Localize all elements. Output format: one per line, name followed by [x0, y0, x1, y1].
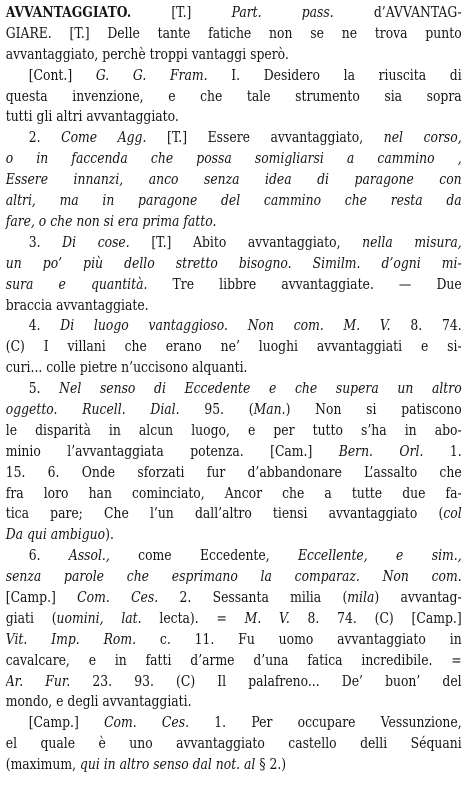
text-run: giati ( [5, 608, 57, 627]
headword: AVVANTAGGIATO. [5, 3, 132, 21]
italic-text: Da qui ambiguo [5, 525, 106, 544]
text-run: cavalcare, e in fatti d’arme d’una fatica incredibile. = [5, 650, 462, 669]
text-run: braccia avvantaggiate. [5, 295, 149, 314]
text-run: 2. Sessanta milia ( [158, 588, 348, 607]
entry-text-line [6, 274, 462, 295]
entry-text-line [6, 691, 462, 712]
italic-text: senza parole che esprimano la comparaz. Non com. [5, 567, 462, 586]
text-run: 2. [28, 128, 62, 147]
entry-text-line [6, 23, 462, 44]
text-run: (C) I villani che erano ne’ luoghi avvantaggiati e si- [5, 337, 462, 356]
text-run: ) Non si patiscono [285, 400, 462, 418]
entry-text-line [6, 315, 462, 336]
italic-text: G. G. Fram. [95, 65, 208, 84]
entry-text-line [6, 524, 462, 545]
italic-text: Nel senso di Eccedente e che supera un altro [59, 379, 462, 398]
entry-text-line [6, 44, 462, 65]
text-run: avvantaggiato, perchè troppi vantaggi sperò. [5, 44, 289, 63]
entry-text-line [6, 336, 462, 357]
text-run: questa invenzione, e che tale strumento sia sopra [5, 86, 462, 105]
entry-text-line [6, 650, 462, 671]
entry-text-line [6, 483, 462, 504]
text-run: 8. 74. [390, 316, 462, 335]
text-run: 15. 6. Onde sforzati fur d’abbandonare L’assalto che [5, 462, 462, 481]
italic-text: Di cose. [62, 232, 130, 251]
entry-text-line [6, 608, 462, 629]
text-run: 6. [28, 546, 69, 565]
text-run: el quale è uno avvantaggiato castello delli Séquani [5, 734, 462, 753]
entry-text-line [6, 399, 462, 420]
text-run: fra loro han cominciato, Ancor che a tutte due fa- [5, 483, 462, 502]
italic-text: mila [347, 588, 375, 607]
text-run: c. 11. Fu uomo avvantaggiato in [136, 629, 462, 648]
italic-text: Vit. Imp. Rom. [5, 629, 137, 648]
italic-text: col [443, 504, 462, 523]
italic-text: Com. Ces. [77, 588, 159, 607]
entry-text-line [6, 253, 462, 274]
text-run: le disparità in alcun luogo, e per tutto s’ha in abo- [5, 420, 462, 439]
italic-text: Com. Ces. [104, 713, 190, 732]
entry-text-line [6, 441, 462, 462]
entry-text-line [6, 545, 462, 566]
entry-text-line [6, 671, 462, 692]
italic-text: sura e quantità. [5, 274, 148, 293]
italic-text: Bern. Orl. [338, 441, 424, 460]
text-run: GIARE. [T.] Delle tante fatiche non se ne trova punto [5, 23, 462, 42]
entry-text-line [6, 169, 462, 190]
italic-text: o in faccenda che possa somigliarsi a cammino , [5, 149, 462, 168]
italic-text: Eccellente, e sim., [298, 546, 462, 565]
entry-text-line [6, 503, 462, 524]
text-run: [T.] Essere avvantaggiato, [146, 128, 384, 147]
text-run: curi... colle pietre n’uccisono alquanti. [5, 358, 248, 377]
entry-text-line [6, 148, 462, 169]
entry-text-line [6, 712, 462, 733]
text-run: 3. [28, 232, 63, 251]
italic-text: Essere innanzi, anco senza idea di paragone con [5, 170, 462, 189]
text-run: tica pare; Che l’un dall’altro tiensi avvantaggiato ( [5, 504, 444, 523]
entry-text-line [6, 378, 462, 399]
text-run: 8. 74. (C) [Camp.] [289, 608, 462, 627]
entry-text-line [6, 232, 462, 253]
italic-text: Come Agg. [61, 128, 147, 147]
italic-text: nel corso, [383, 128, 462, 147]
text-run: come Eccedente, [109, 546, 299, 565]
text-run: lecta). = [141, 608, 245, 627]
entry-text-line [6, 106, 462, 127]
entry-text-line [6, 420, 462, 441]
entry-text-line [6, 566, 462, 587]
entry-text-line [6, 733, 462, 754]
text-run: 5. [28, 379, 60, 398]
italic-text: oggetto. Rucell. Dial. [5, 400, 180, 418]
entry-text-line [6, 462, 462, 483]
text-run: [Camp.] [28, 713, 105, 732]
entry-text-line [6, 65, 462, 86]
text-run: 95. ( [179, 400, 254, 418]
entry-heading-line [6, 2, 462, 23]
italic-text: Man. [253, 400, 286, 418]
italic-text: un po’ più dello stretto bisogno. Similm. d’ogni mi- [5, 253, 462, 272]
text-run: d’AVVANTAG- [333, 3, 462, 21]
text-run: Tre libbre avvantaggiate. — Due [147, 274, 462, 293]
text-run: ) avvantag- [374, 588, 462, 607]
text-run: [Camp.] [5, 588, 78, 607]
entry-text-line [6, 357, 462, 378]
italic-text: qui in altro senso dal not. al [79, 755, 256, 774]
text-run: [T.] [131, 3, 232, 21]
italic-text: fare, o che non si era prima fatto. [5, 211, 217, 230]
entry-text-line [6, 587, 462, 608]
italic-text: uomini, lat. [56, 608, 142, 627]
text-run: 1. [423, 441, 462, 460]
italic-text: nella misura, [362, 232, 462, 251]
dictionary-entry [6, 2, 462, 775]
text-run: [T.] Abito avvantaggiato, [129, 232, 363, 251]
italic-text: Assol., [68, 546, 110, 565]
italic-text: Part. pass. [231, 3, 334, 21]
italic-text: Di luogo vantaggioso. Non com. M. V. [60, 316, 391, 335]
text-run: [Cont.] [28, 65, 96, 84]
text-run: 23. 93. (C) Il palafreno... De’ buon’ del [70, 671, 462, 690]
entry-text-line [6, 127, 462, 148]
entry-text-line [6, 86, 462, 107]
text-run: I. Desidero la riuscita di [207, 65, 462, 84]
entry-text-line [6, 190, 462, 211]
italic-text: Ar. Fur. [5, 671, 71, 690]
text-run: 1. Per occupare Vessunzione, [189, 713, 462, 732]
text-run: tutti gli altri avvantaggiato. [5, 107, 179, 126]
text-run: mondo, e degli avvantaggiati. [5, 692, 192, 711]
text-run: ). [105, 525, 114, 544]
text-run: 4. [28, 316, 61, 335]
text-run: § 2.) [255, 755, 287, 774]
italic-text: M. V. [244, 608, 290, 627]
text-run: (maximum, [5, 755, 80, 774]
entry-text-line [6, 295, 462, 316]
entry-text-line [6, 754, 462, 775]
italic-text: altri, ma in paragone del cammino che resta da [5, 191, 462, 210]
entry-text-line [6, 211, 462, 232]
text-run: minio l’avvantaggiata potenza. [Cam.] [5, 441, 339, 460]
entry-text-line [6, 629, 462, 650]
